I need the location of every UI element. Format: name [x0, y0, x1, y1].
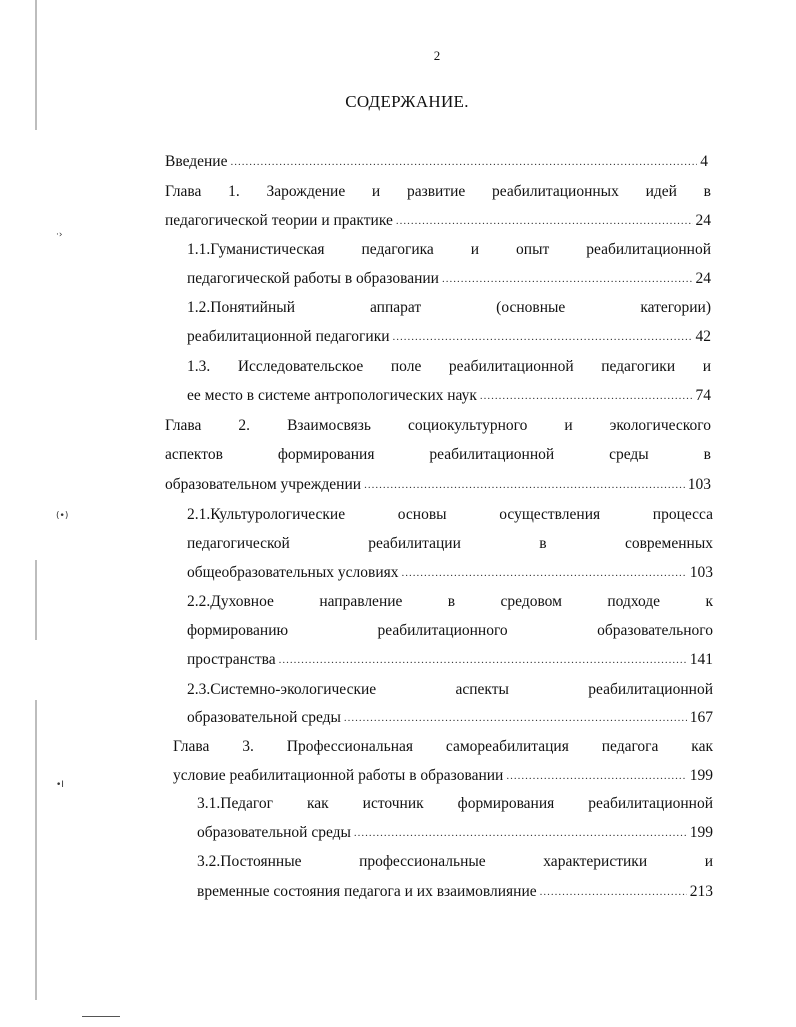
toc-page-number: 42: [695, 328, 711, 345]
toc-entry-text: Глава 2. Взаимосвязь социокультурного и экологического: [165, 417, 711, 434]
toc-entry-text: временные состояния педагога и их взаимовлияние: [197, 883, 537, 900]
toc-entry-last-line: [187, 325, 711, 349]
toc-entry-last-line: [187, 648, 713, 672]
toc-entry-text: пространства: [187, 651, 276, 668]
toc-entry-text: ее место в системе антропологических наук: [187, 387, 477, 404]
toc-page-number: 199: [689, 824, 713, 841]
dot-leader: [396, 209, 693, 233]
toc-entry-last-line: [197, 821, 713, 845]
toc-entry-last-line: [165, 150, 708, 174]
toc-entry-last-line: [187, 706, 713, 730]
toc-entry-text: 2.1.Культурологические основы осуществления процесса: [187, 506, 713, 523]
scan-edge-line: [35, 560, 37, 640]
toc-entry-text: общеобразовательных условиях: [187, 564, 399, 581]
toc-page-number: 103: [689, 564, 713, 581]
dot-leader: [506, 764, 686, 788]
dot-leader: [344, 706, 687, 730]
toc-entry-last-line: [187, 561, 713, 585]
toc-entry-text: образовательной среды: [187, 709, 341, 726]
toc-page-number: 141: [689, 651, 713, 668]
toc-entry-text: формированию реабилитационного образовательного: [187, 622, 713, 639]
toc-entry-text: педагогической реабилитации в современных: [187, 535, 713, 552]
toc-entry-text: Глава 3. Профессиональная самореабилитация педагога как: [173, 738, 713, 755]
toc-entry-text: 2.2.Духовное направление в средовом подходе к: [187, 593, 713, 610]
toc-entry-text: педагогической теории и практике: [165, 212, 393, 229]
toc-page-number: 4: [700, 153, 708, 170]
toc-entry-last-line: [187, 267, 711, 291]
toc-entry-last-line: [197, 880, 713, 904]
toc-entry-text: педагогической работы в образовании: [187, 270, 439, 287]
toc-entry-text: 1.3. Исследовательское поле реабилитационной педагогики и: [187, 358, 711, 375]
toc-entry-text: аспектов формирования реабилитационной среды в: [165, 446, 711, 463]
dot-leader: [442, 267, 693, 291]
toc-entry-text: Глава 1. Зарождение и развитие реабилитационных идей в: [165, 183, 711, 200]
toc-entry-last-line: [165, 209, 711, 233]
toc-entry-last-line: [173, 764, 713, 788]
toc-page-number: 199: [689, 767, 713, 784]
toc-entry-text: 2.3.Системно-экологические аспекты реабилитационной: [187, 681, 713, 698]
toc-entry-last-line: [187, 384, 711, 408]
toc-entry-text: образовательной среды: [197, 824, 351, 841]
toc-entry-text: 3.2.Постоянные профессиональные характеристики и: [197, 853, 713, 870]
scan-mark: (•): [56, 511, 69, 521]
dot-leader: [364, 473, 685, 497]
toc-page-number: 24: [695, 270, 711, 287]
toc-page-number: 24: [695, 212, 711, 229]
scan-edge-line: [35, 700, 37, 1000]
toc-entry-text: Введение: [165, 153, 228, 170]
dot-leader: [480, 384, 693, 408]
toc-entry-text: условие реабилитационной работы в образовании: [173, 767, 504, 784]
toc-entry-last-line: [165, 473, 711, 497]
scan-mark: •I: [56, 780, 64, 790]
toc-page-number: 103: [687, 476, 711, 493]
toc-entry-text: образовательном учреждении: [165, 476, 362, 493]
toc-page-number: 213: [689, 883, 713, 900]
toc-entry-text: реабилитационной педагогики: [187, 328, 390, 345]
toc-entry-text: 1.1.Гуманистическая педагогика и опыт реабилитационной: [187, 241, 711, 258]
toc-entry-text: 3.1.Педагог как источник формирования реабилитационной: [197, 795, 713, 812]
scan-mark: ·›: [56, 230, 63, 240]
dot-leader: [402, 561, 687, 585]
toc-entry-text: 1.2.Понятийный аппарат (основные категории): [187, 299, 711, 316]
toc-page-number: 74: [695, 387, 711, 404]
dot-leader: [354, 821, 687, 845]
scan-bottom-rule: [82, 1016, 120, 1017]
page-number: 2: [433, 48, 441, 63]
dot-leader: [230, 150, 697, 174]
dot-leader: [540, 880, 687, 904]
dot-leader: [393, 325, 693, 349]
toc-page-number: 167: [689, 709, 713, 726]
page-title: СОДЕРЖАНИЕ.: [345, 92, 469, 111]
dot-leader: [279, 648, 687, 672]
